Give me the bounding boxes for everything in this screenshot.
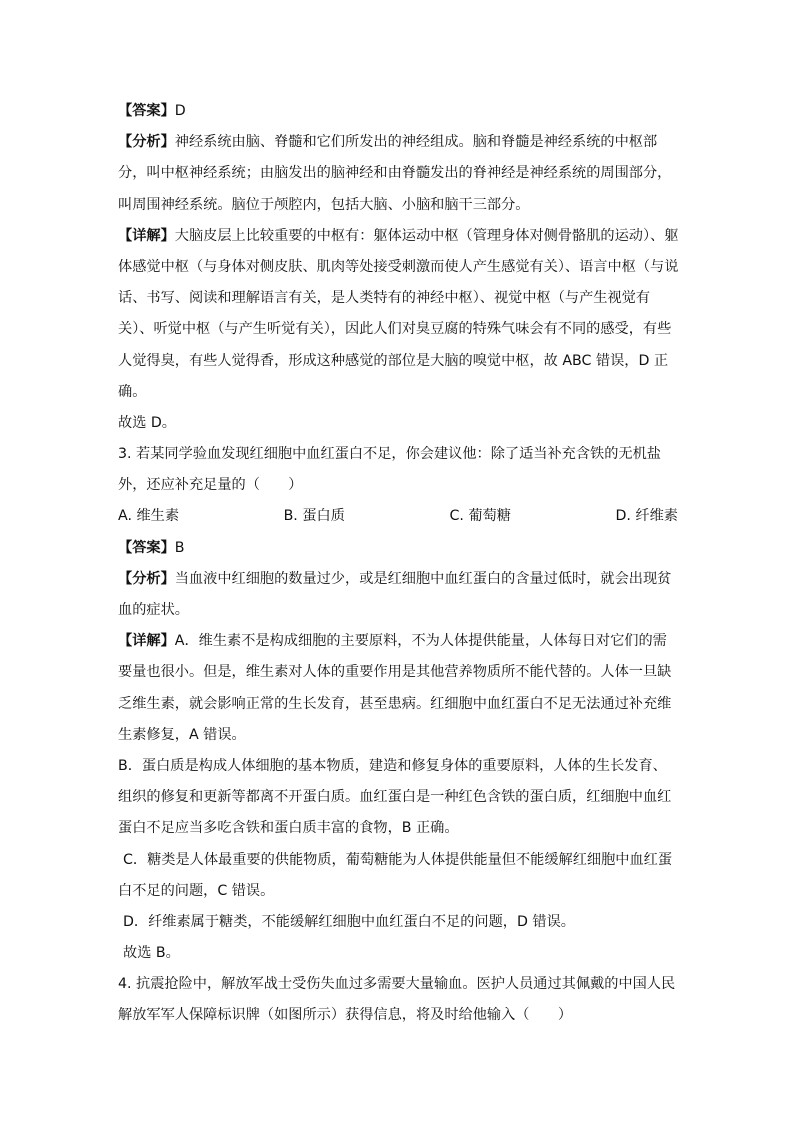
q3-analysis-line-1 bbox=[118, 564, 678, 595]
q2-detail-line-4: 关）、听觉中枢（与产生听觉有关），因此人们对臭豆腐的特殊气味会有不同的感受，有些 bbox=[118, 321, 672, 338]
q3-detail-line-9: 白不足的问题，C 错误。 bbox=[118, 882, 275, 899]
q3-option-a: A. 维生素 bbox=[118, 508, 180, 525]
q3-stem-line-1: 3. 若某同学验血发现红细胞中血红蛋白不足，你会建议他：除了适当补充含铁的无机盐 bbox=[118, 446, 661, 463]
q4-stem-line-1: 4. 抗震抢险中，解放军战士受伤失血过多需要大量输血。医护人员通过其佩戴的中国人民 bbox=[118, 976, 676, 993]
q2-analysis-line-1 bbox=[118, 127, 678, 158]
q2-answer bbox=[118, 96, 678, 127]
q3-detail-line-4: 生素修复，A 错误。 bbox=[118, 726, 246, 743]
q4-stem-line-2: 解放军军人保障标识牌（如图所示）获得信息，将及时给他输入（ ） bbox=[118, 1007, 573, 1024]
detail-text: A．维生素不是构成细胞的主要原料，不为人体提供能量，人体每日对它们的需 bbox=[174, 633, 667, 650]
analysis-text: 当血液中红细胞的数量过少，或是红细胞中血红蛋白的含量过低时，就会出现贫 bbox=[174, 570, 672, 587]
q3-detail-line-1 bbox=[118, 626, 678, 657]
q2-detail-line-5: 人觉得臭，有些人觉得香，形成这种感觉的部位是大脑的嗅觉中枢，故 ABC 错误，D 正 bbox=[118, 352, 669, 369]
q2-detail-line-1 bbox=[118, 221, 678, 252]
q3-option-b: B. 蛋白质 bbox=[283, 508, 345, 525]
analysis-text: 神经系统由脑、脊髓和它们所发出的神经组成。脑和脊髓是神经系统的中枢部 bbox=[174, 134, 658, 151]
answer-tag: 【答案】 bbox=[118, 103, 175, 119]
q3-detail-line-6: 组织的修复和更新等都离不开蛋白质。血红蛋白是一种红色含铁的蛋白质，红细胞中血红 bbox=[118, 789, 672, 806]
answer-tag: 【答案】 bbox=[118, 539, 175, 556]
analysis-tag: 【分析】 bbox=[118, 134, 175, 151]
q2-detail-line-2: 体感觉中枢（与身体对侧皮肤、肌肉等处接受刺激而使人产生感觉有关）、语言中枢（与说 bbox=[118, 258, 679, 275]
q3-answer bbox=[118, 533, 678, 564]
q2-detail-line-6: 确。 bbox=[118, 383, 147, 400]
answer-value: D bbox=[174, 103, 186, 119]
q3-option-d: D. 纤维素 bbox=[615, 508, 678, 525]
q3-detail-line-5: B．蛋白质是构成人体细胞的基本物质，建造和修复身体的重要原料，人体的生长发育、 bbox=[118, 757, 667, 774]
detail-text: 大脑皮层上比较重要的中枢有：躯体运动中枢（管理身体对侧骨骼肌的运动）、躯 bbox=[174, 227, 679, 244]
q3-detail-line-7: 蛋白不足应当多吃含铁和蛋白质丰富的食物，B 正确。 bbox=[118, 820, 459, 837]
detail-tag: 【详解】 bbox=[118, 633, 175, 650]
q3-detail-line-8: C．糖类是人体最重要的供能物质，葡萄糖能为人体提供能量但不能缓解红细胞中血红蛋 bbox=[123, 851, 673, 868]
detail-tag: 【详解】 bbox=[118, 227, 175, 244]
analysis-tag: 【分析】 bbox=[118, 570, 175, 587]
q3-detail-line-3: 乏维生素，就会影响正常的生长发育，甚至患病。红细胞中血红蛋白不足无法通过补充维 bbox=[118, 695, 672, 712]
q3-options bbox=[118, 501, 678, 532]
q2-analysis-line-3: 叫周围神经系统。脑位于颅腔内，包括大脑、小脑和脑干三部分。 bbox=[118, 196, 530, 213]
q3-detail-line-2: 要量也很小。但是，维生素对人体的重要作用是其他营养物质所不能代替的。人体一旦缺 bbox=[118, 664, 672, 681]
q3-option-c: C. 葡萄糖 bbox=[449, 508, 511, 525]
q2-analysis-line-2: 分，叫中枢神经系统；由脑发出的脑神经和由脊髓发出的脊神经是神经系统的周围部分， bbox=[118, 165, 672, 182]
q3-analysis-line-2: 血的症状。 bbox=[118, 602, 189, 618]
q2-detail-line-3: 话、书写、阅读和理解语言有关，是人类特有的神经中枢）、视觉中枢（与产生视觉有 bbox=[118, 290, 651, 307]
q3-conclusion: 故选 B。 bbox=[123, 945, 180, 962]
document-page bbox=[118, 96, 678, 1032]
q3-stem-line-2: 外，还应补充足量的（ ） bbox=[118, 477, 303, 494]
q3-detail-line-10: D．纤维素属于糖类，不能缓解红细胞中血红蛋白不足的问题，D 错误。 bbox=[123, 913, 575, 930]
answer-value: B bbox=[174, 539, 185, 556]
q2-conclusion: 故选 D。 bbox=[118, 414, 176, 431]
